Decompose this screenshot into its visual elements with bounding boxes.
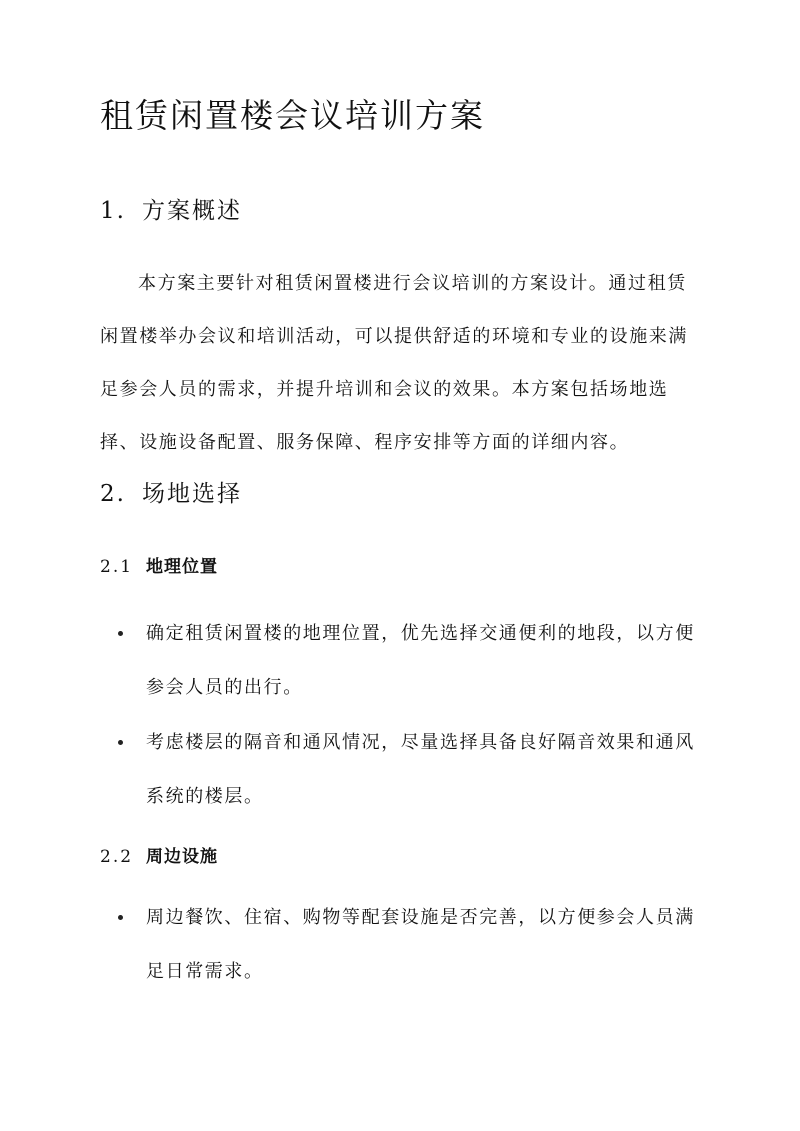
subsection-number: 2.2 [100,847,134,867]
subsection-title: 周边设施 [146,847,218,867]
section-title: 方案概述 [142,198,242,224]
list-item-text: 确定租赁闲置楼的地理位置，优先选择交通便利的地段，以方便参会人员的出行。 [146,623,695,698]
bullet-icon [118,915,123,920]
section-heading-overview [100,193,242,229]
subsection-heading-surroundings [100,843,218,871]
subsection-title: 地理位置 [146,557,218,577]
bullet-icon [118,740,123,745]
document-title: 租赁闲置楼会议培训方案 [100,96,485,135]
list-item [118,716,698,824]
section-number: 2. [100,481,126,507]
list-item-text: 考虑楼层的隔音和通风情况，尽量选择具备良好隔音效果和通风系统的楼层。 [146,732,695,807]
bullet-icon [118,631,123,636]
list-item-text: 周边餐饮、住宿、购物等配套设施是否完善，以方便参会人员满足日常需求。 [146,907,695,982]
section-title: 场地选择 [142,481,242,507]
subsection-heading-location [100,553,218,581]
list-item [118,607,698,715]
section-number: 1. [100,198,126,224]
list-item [118,891,698,999]
subsection-number: 2.1 [100,557,134,577]
overview-paragraph: 本方案主要针对租赁闲置楼进行会议培训的方案设计。通过租赁闲置楼举办会议和培训活动，可以提供舒适的环境和专业的设施来满足参会人员的需求，并提升培训和会议的效果。本方案包括场地选择、设施设备配置、服务保障、程序安排等方面的详细内容。 [100,273,688,453]
section-heading-venue-selection [100,476,242,512]
